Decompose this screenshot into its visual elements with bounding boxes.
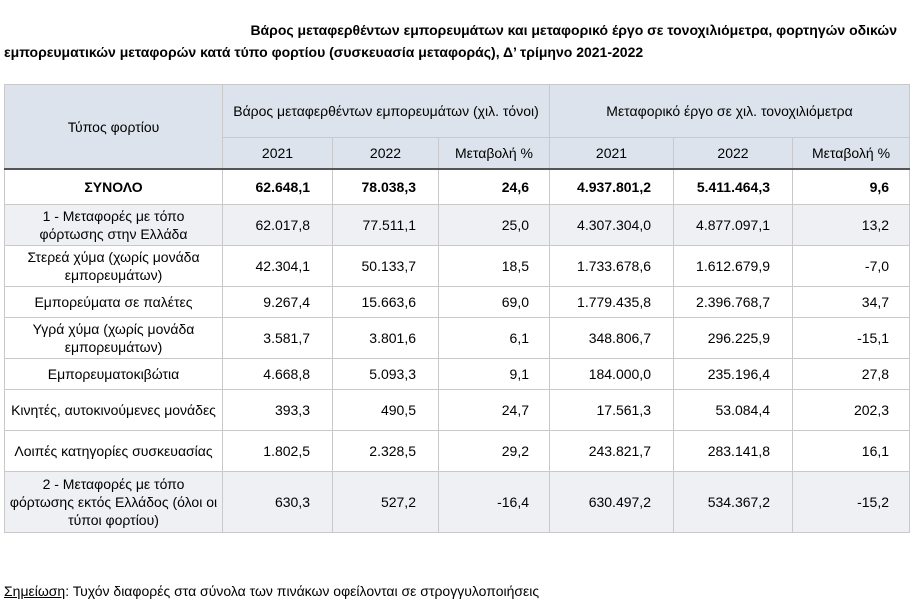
cell: 1.733.678,6	[550, 246, 674, 287]
cell: -16,4	[439, 472, 550, 533]
cell: 24,6	[439, 169, 550, 205]
cell: 34,7	[793, 287, 910, 318]
header-weight-2022: 2022	[333, 138, 439, 170]
cell: 393,3	[223, 390, 333, 431]
footnote-label: Σημείωση	[4, 583, 66, 599]
cell: 4.937.801,2	[550, 169, 674, 205]
table-row	[5, 431, 910, 472]
row-label: Λοιπές κατηγορίες συσκευασίας	[5, 431, 223, 472]
row-label: Υγρά χύμα (χωρίς μονάδα εμπορευμάτων)	[5, 318, 223, 359]
row-label: Εμπορευματοκιβώτια	[5, 359, 223, 390]
cell: 53.084,4	[674, 390, 793, 431]
cell: 4.307.304,0	[550, 205, 674, 246]
table-row-total	[5, 169, 910, 205]
footnote-text: : Τυχόν διαφορές στα σύνολα των πινάκων οφείλονται σε στρογγυλοποιήσεις	[65, 583, 540, 599]
page-title	[4, 19, 897, 63]
cell: 3.581,7	[223, 318, 333, 359]
row-label: 1 - Μεταφορές με τόπο φόρτωσης στην Ελλάδα	[5, 205, 223, 246]
cell: 4.877.097,1	[674, 205, 793, 246]
data-table	[4, 84, 910, 533]
table-row	[5, 390, 910, 431]
table-row	[5, 205, 910, 246]
cell: 9.267,4	[223, 287, 333, 318]
cell: 184.000,0	[550, 359, 674, 390]
cell: 25,0	[439, 205, 550, 246]
cell: 62.017,8	[223, 205, 333, 246]
cell: 534.367,2	[674, 472, 793, 533]
cell: 50.133,7	[333, 246, 439, 287]
cell: 6,1	[439, 318, 550, 359]
cell: 18,5	[439, 246, 550, 287]
cell: 527,2	[333, 472, 439, 533]
cell: 42.304,1	[223, 246, 333, 287]
title-line-2: εμπορευματικών μεταφορών κατά τύπο φορτίου (συσκευασία μεταφοράς), Δ’ τρίμηνο 2021-2022	[4, 44, 644, 60]
cell: 9,1	[439, 359, 550, 390]
cell: 27,8	[793, 359, 910, 390]
cell: 9,6	[793, 169, 910, 205]
title-line-1: Βάρος μεταφερθέντων εμπορευμάτων και μεταφορικό έργο σε τονοχιλιόμετρα, φορτηγών οδικών	[250, 22, 897, 38]
table-row	[5, 287, 910, 318]
header-weight-2021: 2021	[223, 138, 333, 170]
cell: 29,2	[439, 431, 550, 472]
cell: 16,1	[793, 431, 910, 472]
cell: -7,0	[793, 246, 910, 287]
cell: -15,1	[793, 318, 910, 359]
cell: 62.648,1	[223, 169, 333, 205]
cell: 17.561,3	[550, 390, 674, 431]
table-row	[5, 318, 910, 359]
cell: 243.821,7	[550, 431, 674, 472]
cell: 235.196,4	[674, 359, 793, 390]
cell: 1.802,5	[223, 431, 333, 472]
cell: 4.668,8	[223, 359, 333, 390]
cell: 1.612.679,9	[674, 246, 793, 287]
cell: 348.806,7	[550, 318, 674, 359]
row-label: Εμπορεύματα σε παλέτες	[5, 287, 223, 318]
cell: 15.663,6	[333, 287, 439, 318]
cell: 69,0	[439, 287, 550, 318]
cell: 202,3	[793, 390, 910, 431]
cell: 296.225,9	[674, 318, 793, 359]
cell: 13,2	[793, 205, 910, 246]
cell: 490,5	[333, 390, 439, 431]
row-label: Κινητές, αυτοκινούμενες μονάδες	[5, 390, 223, 431]
header-tonkm-2021: 2021	[550, 138, 674, 170]
cell: 5.411.464,3	[674, 169, 793, 205]
table-row	[5, 359, 910, 390]
cell: 630,3	[223, 472, 333, 533]
cell: 2.396.768,7	[674, 287, 793, 318]
table-row	[5, 246, 910, 287]
cell: 283.141,8	[674, 431, 793, 472]
header-tonkm-group: Μεταφορικό έργο σε χιλ. τονοχιλιόμετρα	[550, 85, 910, 138]
row-label: 2 - Μεταφορές με τόπο φόρτωσης εκτός Ελλάδος (όλοι οι τύποι φορτίου)	[5, 472, 223, 533]
header-weight-change: Μεταβολή %	[439, 138, 550, 170]
header-weight-group: Βάρος μεταφερθέντων εμπορευμάτων (χιλ. τόνοι)	[223, 85, 550, 138]
header-cargo-type: Τύπος φορτίου	[5, 85, 223, 170]
cell: 1.779.435,8	[550, 287, 674, 318]
header-tonkm-change: Μεταβολή %	[793, 138, 910, 170]
cell: -15,2	[793, 472, 910, 533]
cell: 630.497,2	[550, 472, 674, 533]
row-label: ΣΥΝΟΛΟ	[5, 169, 223, 205]
table-row	[5, 472, 910, 533]
row-label: Στερεά χύμα (χωρίς μονάδα εμπορευμάτων)	[5, 246, 223, 287]
cell: 2.328,5	[333, 431, 439, 472]
cell: 78.038,3	[333, 169, 439, 205]
cell: 3.801,6	[333, 318, 439, 359]
header-tonkm-2022: 2022	[674, 138, 793, 170]
cell: 24,7	[439, 390, 550, 431]
cell: 5.093,3	[333, 359, 439, 390]
footnote	[4, 583, 539, 599]
cell: 77.511,1	[333, 205, 439, 246]
